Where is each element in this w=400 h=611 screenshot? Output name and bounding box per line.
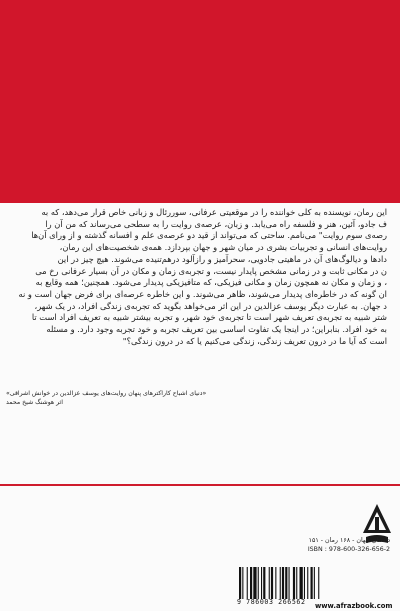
barcode-bar xyxy=(311,567,313,599)
isbn-barcode xyxy=(237,567,395,599)
synopsis-line: رصه‌ی سوم روایت" می‌نامم. ساحتی که می‌تواند از قید دو عرصه‌ی علم و افسانه گذشته و از ورای آن‌ها xyxy=(31,230,387,241)
barcode-digits: 9 786003 266562 xyxy=(237,598,306,606)
barcode-bar xyxy=(258,567,259,599)
barcode-bar xyxy=(263,567,265,599)
barcode-bar xyxy=(247,567,248,599)
barcode-bar xyxy=(250,567,252,599)
source-note xyxy=(6,389,386,407)
barcode-bar xyxy=(269,567,270,599)
barcode-bar xyxy=(293,567,295,599)
barcode-bar xyxy=(282,567,284,599)
synopsis-line: دادها و دیالوگ‌های آن در ماهیتی جادویی، سحرآمیز و رازآلود درهم‌تنیده می‌شوند. هیچ چیز در این xyxy=(57,253,387,264)
barcode-bar xyxy=(280,567,281,599)
red-divider-line xyxy=(0,484,400,486)
barcode-bar xyxy=(239,567,241,599)
publisher-website: www.afrazbook.com xyxy=(315,602,393,610)
barcode-bar xyxy=(296,567,297,599)
barcode-bar xyxy=(307,567,308,599)
synopsis-line: د جهان. به عبارت دیگر یوسف عزالدین در این اثر می‌خواهد بگوید که تجربه‌ی زندگی افراد، در یک شهر، xyxy=(34,300,387,311)
barcode-bar xyxy=(242,567,243,599)
barcode-bar xyxy=(289,567,290,599)
isbn-line: ISBN : 978-600-326-656-2 xyxy=(307,545,390,553)
barcode-bar xyxy=(253,567,256,599)
barcode-bar xyxy=(314,567,315,599)
synopsis-line: شتر شبیه به تجربه‌ی تعریف شهر است تا تجربه‌ی خود شهر، و تجربه بیشتر شبیه به تعریف افراد است تا xyxy=(31,312,387,323)
barcode-bar xyxy=(275,567,276,599)
synopsis-line: به خود افراد. بنابراین؛ در اینجا یک تفاوت اساسی بین تعریف تجربه و خود تجربه وجود دارد. و مسئله xyxy=(46,324,387,335)
series-line: داستان جهان - ۱۶۸ رمان - ۱۵۱ xyxy=(308,537,390,544)
barcode-bar xyxy=(285,567,287,599)
barcode-bar xyxy=(304,567,305,599)
synopsis-line: روایت‌های انسانی و تجربیات بشری در میان شهر و جهان بپردازد. همه‌ی شخصیت‌های این رمان، xyxy=(59,242,387,253)
barcode-bar xyxy=(261,567,262,599)
barcode-bar xyxy=(271,567,273,599)
synopsis-line: ، و زمان و مکان نه همچون زمان و مکانی فیزیکی، که متافیزیکی پدیدار می‌شود. همچنین؛ همه وقایع به xyxy=(35,277,387,288)
source-note-author: اثر هوشنگ شیخ محمد xyxy=(6,399,63,406)
barcode-bar xyxy=(318,567,319,599)
red-top-band xyxy=(0,0,400,203)
barcode-bar xyxy=(300,567,303,599)
synopsis-line: ن در مکانی ثابت و در زمانی مشخص پایدار نیست، و تجربه‌ی زمان و مکان در آن بسیار عرفانی رخ می xyxy=(35,265,387,276)
synopsis-line: این رمان، نویسنده به کلی خواننده را در موقعیتی عرفانی، سوررئال و زبانی خاص قرار می‌دهد، که به xyxy=(41,207,387,217)
synopsis-line: ان گونه که در خاطره‌ای پدیدار می‌شوند، ظاهر می‌شوند. و این خاطره عرصه‌ای برای فرض جهان است و نه xyxy=(18,288,387,299)
publication-info xyxy=(240,537,390,554)
synopsis-text xyxy=(4,207,387,347)
source-note-title: «دنیای اشباح کاراکترهای پنهان روایت‌های یوسف عزالدین در خوانش اشراقی» xyxy=(6,390,207,397)
synopsis-line: ف جادو، آئین، هنر و فلسفه راه می‌یابد. و زبان، عرصه‌ی روایت را به سطحی می‌رساند که من آن را xyxy=(45,218,387,229)
synopsis-line: است که آیا ما در درون تعریف زندگی، زندگی می‌کنیم یا که در درون زندگی؟" xyxy=(122,335,387,346)
